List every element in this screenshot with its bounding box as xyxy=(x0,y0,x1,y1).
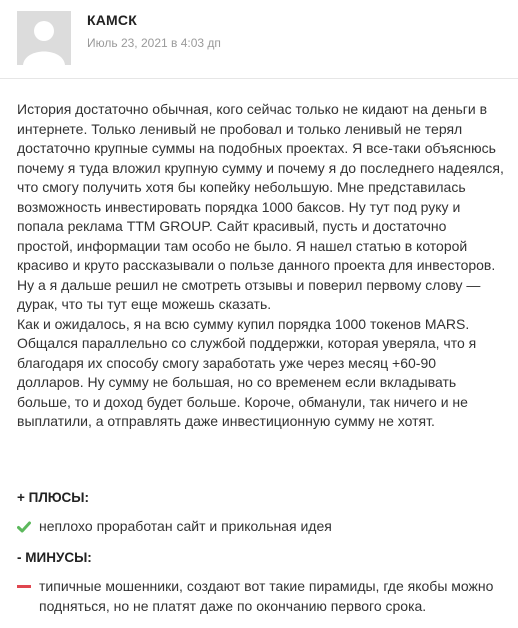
review-paragraph: Как и ожидалось, я на всю сумму купил порядка 1000 токенов MARS. Общался параллельно со службой поддержки, которая уверяла, что я благодаря их способу смогу заработать уже через месяц +60-90 долларов. Ну сумму не большая, но со временем если вкладывать больше, то и доход будет больше. Короче, обманули, так ничего и не выплатили, а отправлять даже инвестиционную сумму не хотят. xyxy=(17,315,477,429)
review-body xyxy=(17,100,505,432)
pros-item-text: неплохо проработан сайт и прикольная идея xyxy=(39,518,332,534)
cons-item xyxy=(17,577,507,616)
review-header xyxy=(0,0,518,79)
review-date[interactable]: Июль 23, 2021 в 4:03 дп xyxy=(87,36,221,50)
author-name[interactable]: КАМСК xyxy=(87,12,137,28)
minus-dash-icon xyxy=(17,585,31,588)
cons-item-text: типичные мошенники, создают вот такие пирамиды, где якобы можно подняться, но не платят даже по окончанию первого срока. xyxy=(39,578,494,614)
cons-title: - МИНУСЫ: xyxy=(17,550,92,565)
pros-title: + ПЛЮСЫ: xyxy=(17,490,90,505)
checkmark-icon xyxy=(17,520,31,534)
pros-item xyxy=(17,517,507,537)
cons-section xyxy=(17,549,507,616)
review-paragraph: История достаточно обычная, кого сейчас только не кидают на деньги в интернете. Только ленивый не пробовал и только ленивый не терял достаточно крупные суммы на подобных проектах. Я все-таки объяснюсь почему я туда вложил крупную сумму и почему я до последнего надеялся, что смогу получить хотя бы копейку небольшую. Мне представилась возможность инвестировать порядка 1000 баксов. Ну тут под руку и попала реклама TTM GROUP. Сайт красивый, пусть и достаточно простой, информации там особо не было. Я нашел статью в которой красиво и круто рассказывали о пользе данного проекта для инвесторов. Ну а я дальше решил не смотреть отзывы и поверил первому слову — дурак, что ты тут еще можешь сказать. xyxy=(17,101,504,312)
avatar xyxy=(17,11,71,65)
user-avatar-icon xyxy=(17,11,71,65)
pros-section xyxy=(17,489,507,537)
